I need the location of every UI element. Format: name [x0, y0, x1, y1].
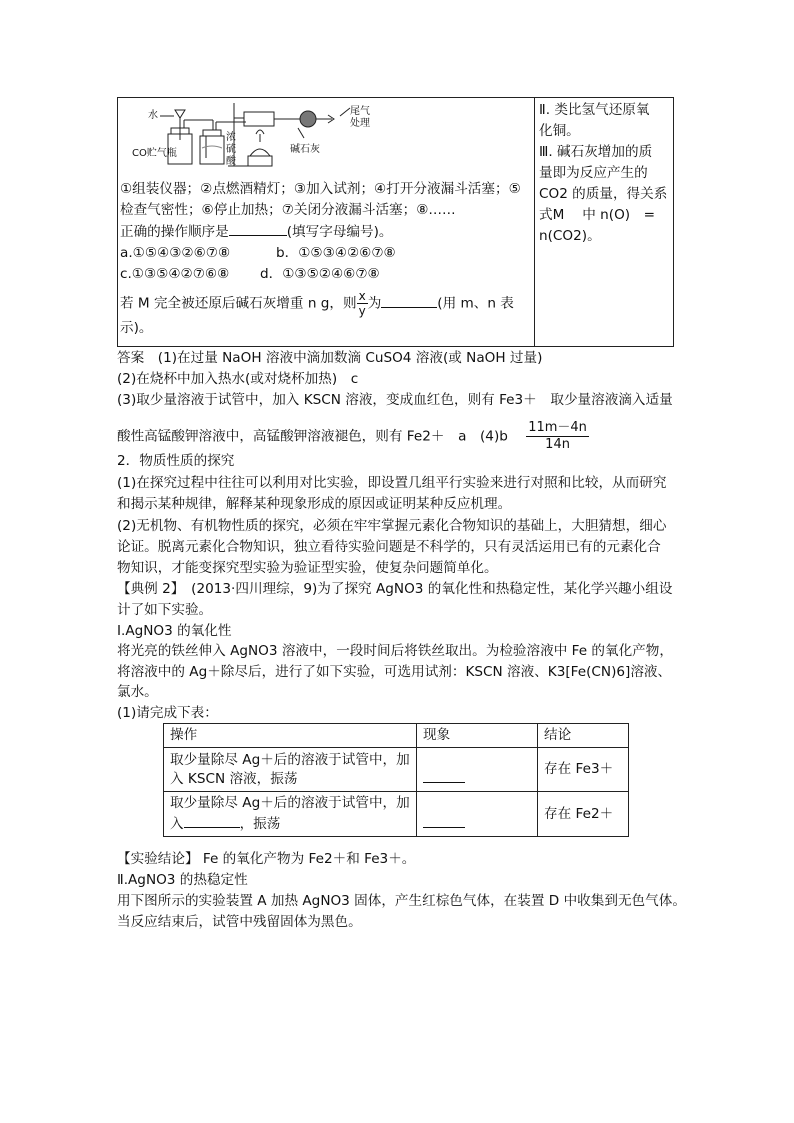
co-bottle-label: CO贮气瓶	[132, 148, 177, 159]
row-2-operation	[164, 792, 417, 837]
ratio-fraction	[357, 289, 368, 318]
ratio-suffix: (用 m、n 表	[437, 295, 514, 312]
example-line-1: 【典例 2】 (2013·四川理综，9)为了探究 AgNO3 的氧化性和热稳定性，某化学兴趣小组设	[117, 581, 673, 597]
answer-line-4	[117, 420, 589, 453]
header-phenomenon: 现象	[417, 724, 538, 748]
row-1-op-line-2: 入 KSCN 溶液，振荡	[170, 770, 298, 787]
explanation-line-4: 量即为反应产生的	[539, 165, 648, 181]
ratio-end: 示)。	[120, 320, 153, 336]
option-c: c.①③⑤④②⑦⑥⑧	[120, 266, 230, 282]
answer-fraction-num: 11m－4n	[528, 420, 587, 435]
para-2-line-3: 物知识，才能变探究型实验为验证型实验，使复杂问题简单化。	[117, 560, 498, 576]
order-line	[120, 221, 521, 243]
row-2-op-suffix: ，振荡	[239, 816, 281, 832]
steps-line-1: ①组装仪器；②点燃酒精灯；③加入试剂；④打开分液漏斗活塞；⑤	[120, 181, 521, 197]
row-2-conclusion: 存在 Fe2＋	[538, 792, 629, 837]
ratio-prefix: 若 M 完全被还原后碱石灰增重 n g，则	[120, 295, 357, 312]
row-1-op-line-1: 取少量除尽 Ag＋后的溶液于试管中，加	[170, 751, 410, 768]
soda-lime-label: 碱石灰	[290, 144, 320, 155]
tail-gas-label-2: 处理	[350, 118, 370, 129]
explanation-line-1: Ⅱ. 类比氢气还原氧	[539, 102, 650, 118]
order-hint: (填写字母编号)。	[286, 224, 393, 240]
para-2-line-2: 论证。脱离元素化合物知识，独立看待实验问题是不科学的，只有灵活运用已有的元素化合	[117, 539, 661, 555]
part-i-line-1: 将光亮的铁丝伸入 AgNO3 溶液中，一段时间后将铁丝取出。为检验溶液中 Fe 的氧化产物，	[117, 643, 673, 659]
explanation-line-2: 化铜。	[539, 123, 580, 139]
answer-line-2: (2)在烧杯中加入热水(或对烧杯加热) c	[117, 371, 359, 387]
explanation-line-6: 式M 中 n(O) =	[539, 207, 656, 223]
ratio-mid: 为	[367, 295, 382, 312]
part-ii-line-1: 用下图所示的实验装置 A 加热 AgNO3 固体，产生红棕色气体，在装置 D 中收集到无色气体。	[117, 893, 686, 909]
para-2-line-1: (2)无机物、有机物性质的探究，必须在牢牢掌握元素化合物知识的基础上，大胆猜想，细心	[117, 518, 667, 534]
ratio-line	[120, 289, 521, 318]
row-2-phenomenon-blank	[423, 813, 465, 828]
tail-gas-label-1: 尾气	[350, 106, 370, 117]
explanation-line-5: CO2 的质量，得关系	[539, 186, 668, 202]
steps-line-2: 检查气密性；⑥停止加热；⑦关闭分液漏斗活塞；⑧……	[120, 202, 456, 218]
row-2-op-line-1: 取少量除尽 Ag＋后的溶液于试管中，加	[170, 795, 410, 811]
row-1-phenomenon-blank	[423, 768, 465, 783]
option-b: b．①⑤③④②⑥⑦⑧	[276, 245, 396, 261]
header-conclusion: 结论	[538, 724, 629, 748]
row-2-op-prefix: 入	[170, 816, 184, 832]
ratio-numerator: x	[358, 289, 366, 303]
order-prompt: 正确的操作顺序是	[120, 224, 229, 240]
answer-fraction-den: 14n	[545, 437, 570, 452]
acid-label-1: 浓	[226, 132, 236, 143]
row-2-phenomenon	[417, 792, 538, 837]
question-table	[117, 97, 674, 347]
question-1: (1)请完成下表：	[117, 705, 218, 721]
row-2-op-blank	[184, 813, 240, 828]
answer-line-1: 答案 (1)在过量 NaOH 溶液中滴加数滴 CuSO4 溶液(或 NaOH 过量)	[117, 350, 543, 366]
section-title: 2．物质性质的探究	[117, 453, 235, 469]
order-blank	[229, 221, 287, 236]
row-1-phenomenon	[417, 748, 538, 792]
explanation-line-3: Ⅲ. 碱石灰增加的质	[539, 144, 653, 160]
row-1-operation	[164, 748, 417, 792]
table-header-row	[164, 724, 629, 748]
experiment-table	[163, 723, 629, 837]
options-row-2	[120, 264, 521, 285]
question-text	[120, 179, 521, 339]
row-1-conclusion: 存在 Fe3＋	[538, 748, 629, 792]
question-cell	[118, 98, 535, 347]
ratio-blank	[381, 293, 437, 308]
part-ii-line-2: 当反应结束后，试管中残留固体为黑色。	[117, 914, 362, 930]
water-label: 水	[148, 110, 158, 121]
part-i-title: Ⅰ.AgNO3 的氧化性	[117, 623, 232, 639]
acid-label-3: 酸	[226, 156, 236, 167]
example-line-2: 计了如下实验。	[117, 602, 213, 618]
answer-line-3: (3)取少量溶液于试管中，加入 KSCN 溶液，变成血红色，则有 Fe3＋ 取少量溶液滴入适量	[117, 392, 673, 408]
ratio-denominator: y	[358, 304, 366, 318]
answer-line-4-text: 酸性高锰酸钾溶液中，高锰酸钾溶液褪色，则有 Fe2＋ a (4)b	[117, 428, 508, 445]
header-operation: 操作	[164, 724, 417, 748]
option-a: a.①⑤④③②⑥⑦⑧	[120, 245, 231, 261]
table-row	[164, 792, 629, 837]
acid-label-2: 硫	[226, 144, 236, 155]
explanation-cell	[535, 98, 674, 347]
row-2-op-line-2	[170, 813, 410, 834]
part-ii-title: Ⅱ.AgNO3 的热稳定性	[117, 872, 248, 888]
apparatus-diagram	[118, 98, 534, 168]
table-row	[164, 748, 629, 792]
part-i-line-2: 将溶液中的 Ag＋除尽后，进行了如下实验，可选用试剂：KSCN 溶液、K3[Fe(CN)6]溶液、	[117, 664, 672, 680]
experiment-conclusion: 【实验结论】 Fe 的氧化产物为 Fe2＋和 Fe3＋。	[117, 851, 416, 867]
para-1-line-1: (1)在探究过程中往往可以利用对比实验，即设置几组平行实验来进行对照和比较，从而研究	[117, 475, 667, 491]
para-1-line-2: 和揭示某种规律，解释某种现象形成的原因或证明某种反应机理。	[117, 496, 512, 512]
explanation-line-7: n(CO2)。	[539, 228, 601, 244]
option-d: d．①③⑤②④⑥⑦⑧	[260, 266, 380, 282]
answer-fraction	[526, 420, 589, 453]
options-row-1	[120, 243, 521, 264]
part-i-line-3: 氯水。	[117, 684, 158, 700]
